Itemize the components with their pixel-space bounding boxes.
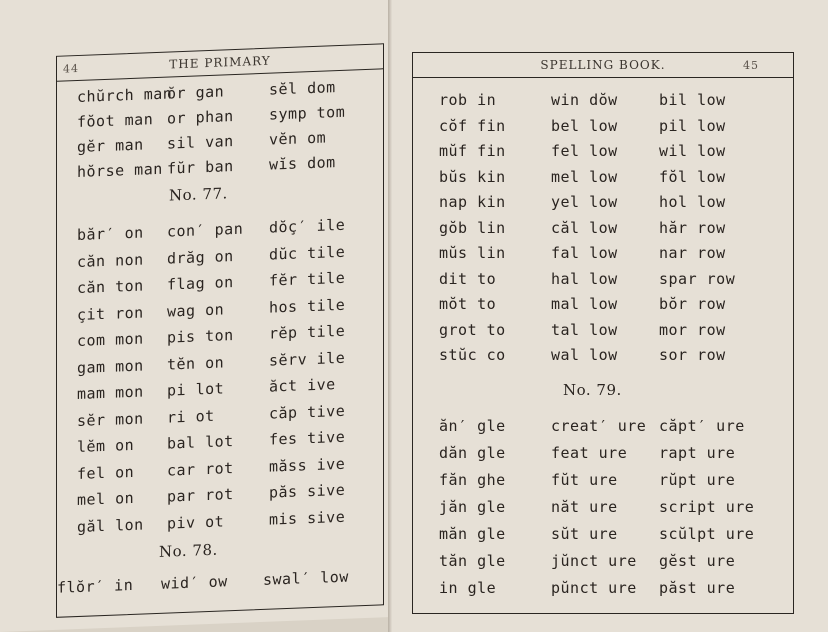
section-heading: No. 78. xyxy=(159,540,218,561)
spelling-word: ăct ive xyxy=(269,375,336,396)
spelling-word: stŭc co xyxy=(439,346,506,364)
right-page-number: 45 xyxy=(743,59,759,72)
left-header-title: THE PRIMARY xyxy=(169,53,271,72)
spelling-word: pŭnct ure xyxy=(551,579,637,597)
spelling-word: căp tive xyxy=(269,401,346,423)
spelling-word: par rot xyxy=(167,485,234,506)
spelling-word: tal low xyxy=(551,320,618,339)
spelling-word: nar row xyxy=(659,244,726,262)
spelling-word: hăr row xyxy=(659,218,726,237)
spelling-word: sĕr mon xyxy=(77,408,144,430)
right-header xyxy=(413,53,793,78)
spelling-word: hal low xyxy=(551,269,618,288)
spelling-word: mal low xyxy=(551,295,618,313)
spelling-word: fŭt ure xyxy=(551,471,618,489)
spelling-word: păst ure xyxy=(659,579,736,597)
left-page-number: 44 xyxy=(63,61,79,76)
spelling-word: ri ot xyxy=(167,406,215,427)
spelling-word: spar row xyxy=(659,269,736,288)
spelling-word: mŭs lin xyxy=(439,244,506,262)
spelling-word: fal low xyxy=(551,244,618,262)
spelling-word: pil low xyxy=(659,116,726,135)
spelling-word: păs sive xyxy=(269,480,346,502)
spelling-word: mor row xyxy=(659,320,726,339)
spelling-word: hŏrse man xyxy=(77,159,163,182)
spelling-word: piv ot xyxy=(167,511,225,533)
spelling-word: băr′ on xyxy=(77,223,144,245)
right-page-frame xyxy=(412,52,794,614)
spelling-word: jăn gle xyxy=(439,498,506,516)
spelling-word: dit to xyxy=(439,269,497,288)
spelling-word: căl low xyxy=(551,218,618,237)
spelling-word: gĕst ure xyxy=(659,552,736,570)
spelling-word: in gle xyxy=(439,579,497,597)
spelling-word: scŭlpt ure xyxy=(659,525,755,543)
spelling-word: pi lot xyxy=(167,379,225,400)
spelling-word: pis ton xyxy=(167,326,234,347)
spelling-word: lĕm on xyxy=(77,435,135,457)
spelling-word: măn gle xyxy=(439,525,506,543)
spelling-word: yel low xyxy=(551,193,618,211)
spelling-word: căn ton xyxy=(77,276,144,298)
spelling-word: mel low xyxy=(551,167,618,186)
spelling-word: vĕn om xyxy=(269,128,327,149)
spelling-word: script ure xyxy=(659,498,755,516)
spelling-word: bŏr row xyxy=(659,295,726,313)
spelling-word: rĕp tile xyxy=(269,321,346,343)
spelling-word: bal lot xyxy=(167,432,234,453)
spelling-word: gam mon xyxy=(77,355,144,377)
spelling-word: symp tom xyxy=(269,102,346,124)
spelling-word: jŭnct ure xyxy=(551,552,637,570)
spelling-word: mel on xyxy=(77,488,135,510)
spelling-word: bil low xyxy=(659,91,726,109)
left-page xyxy=(0,0,392,632)
spelling-word: dăn gle xyxy=(439,444,506,462)
spelling-word: flŏr′ in xyxy=(57,575,134,597)
spelling-word: drăg on xyxy=(167,246,234,268)
spelling-word: creat′ ure xyxy=(551,417,647,435)
spelling-word: sĕl dom xyxy=(269,78,336,99)
spelling-word: çit ron xyxy=(77,302,144,324)
spelling-word: com mon xyxy=(77,329,144,351)
spelling-word: mŏt to xyxy=(439,295,497,313)
spelling-word: tĕn on xyxy=(167,352,225,374)
spelling-word: hol low xyxy=(659,193,726,211)
spelling-word: mŭf fin xyxy=(439,142,506,160)
spelling-word: ăn′ gle xyxy=(439,417,506,435)
spelling-word: gŏb lin xyxy=(439,218,506,237)
spelling-word: wid′ ow xyxy=(161,572,228,593)
spelling-word: măss ive xyxy=(269,454,346,476)
spelling-word: rapt ure xyxy=(659,444,736,462)
spelling-word: or phan xyxy=(167,107,234,128)
spelling-word: grot to xyxy=(439,320,506,339)
right-page xyxy=(392,0,828,632)
spelling-word: fŏl low xyxy=(659,167,726,186)
spelling-word: fŭr ban xyxy=(167,157,234,178)
right-header-title: SPELLING BOOK. xyxy=(540,58,666,72)
section-heading: No. 77. xyxy=(169,184,228,205)
spelling-word: făn ghe xyxy=(439,471,506,489)
spelling-word: feat ure xyxy=(551,444,628,462)
spelling-word: fel on xyxy=(77,462,135,483)
spelling-word: sŭt ure xyxy=(551,525,618,543)
spelling-word: năt ure xyxy=(551,498,618,516)
spelling-word: fŏot man xyxy=(77,110,154,132)
spelling-word: bel low xyxy=(551,116,618,135)
spelling-word: căn non xyxy=(77,249,144,271)
spelling-word: car rot xyxy=(167,458,234,480)
spelling-word: chŭrch man xyxy=(77,84,173,107)
spelling-word: swal′ low xyxy=(263,567,349,589)
spelling-word: wil low xyxy=(659,142,726,160)
spelling-word: con′ pan xyxy=(167,219,244,241)
spelling-word: nap kin xyxy=(439,193,506,211)
spelling-word: bŭs kin xyxy=(439,167,506,186)
spelling-word: căpt′ ure xyxy=(659,417,745,435)
left-header xyxy=(57,44,383,82)
spelling-word: dŭc tile xyxy=(269,242,346,264)
spelling-word: fĕr tile xyxy=(269,268,346,290)
spelling-word: mam mon xyxy=(77,382,144,404)
spelling-word: sor row xyxy=(659,346,726,364)
spelling-word: win dŏw xyxy=(551,91,618,109)
spelling-word: sĕrv ile xyxy=(269,348,346,370)
section-heading: No. 79. xyxy=(563,381,622,399)
spelling-word: wĭs dom xyxy=(269,153,336,174)
spelling-word: gĕr man xyxy=(77,135,144,157)
spelling-word: rob in xyxy=(439,91,497,109)
spelling-word: flag on xyxy=(167,273,234,294)
spelling-word: rŭpt ure xyxy=(659,471,736,489)
spelling-word: fes tive xyxy=(269,427,346,449)
spelling-word: găl lon xyxy=(77,514,144,536)
spelling-word: wal low xyxy=(551,346,618,364)
spelling-word: tăn gle xyxy=(439,552,506,570)
spelling-word: mis sive xyxy=(269,507,346,529)
spelling-word: cŏf fin xyxy=(439,116,506,135)
spelling-word: fel low xyxy=(551,142,618,160)
spelling-word: wag on xyxy=(167,299,225,321)
spelling-word: sil van xyxy=(167,132,234,153)
left-page-frame xyxy=(56,43,384,618)
spelling-word: ŏr gan xyxy=(167,82,225,103)
spelling-word: hos tile xyxy=(269,295,346,317)
spelling-word: dŏç′ ile xyxy=(269,215,346,237)
